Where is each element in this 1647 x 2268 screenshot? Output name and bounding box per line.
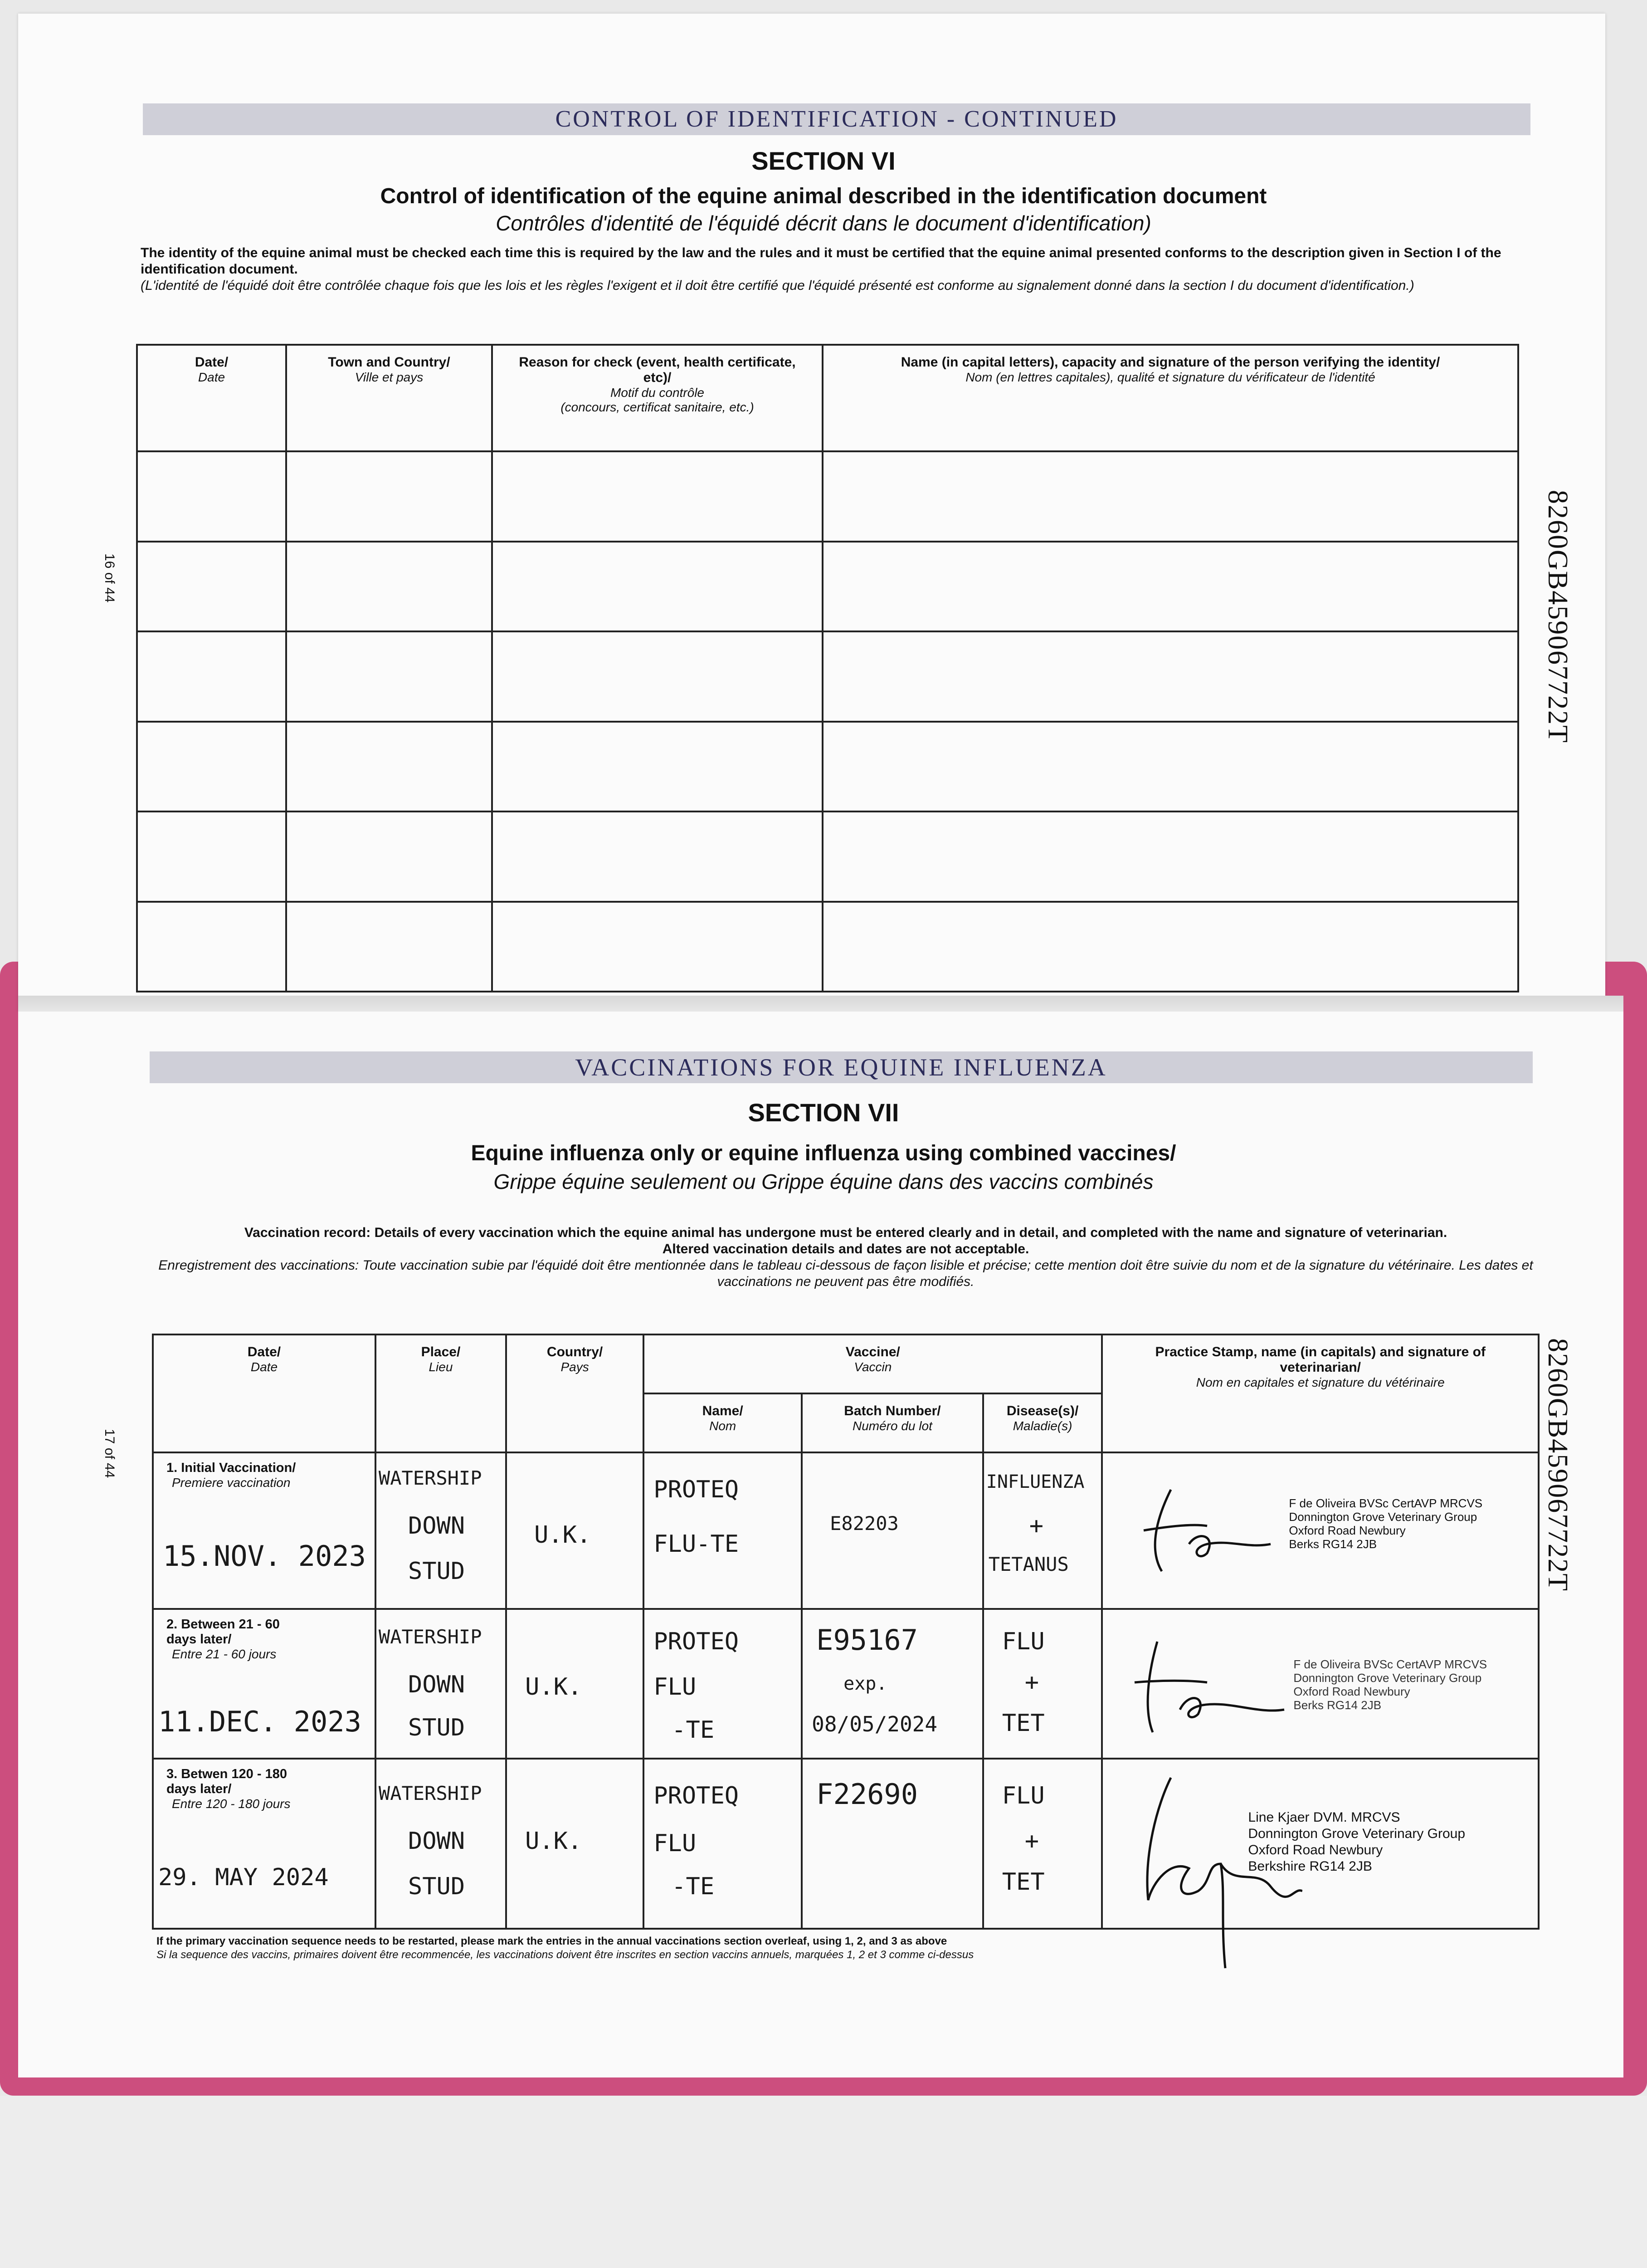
identification-row [137, 902, 1518, 992]
record-fr: Enregistrement des vaccinations: Toute vaccination subie par l'équidé doit être mentionnée dans le tableau ci-dessous de façon lisible et précise; cette mention doit être suivie du nom et de la signature du vétérinaire. Les dates et vaccinations ne peuvent pas être modifiés. [158, 1258, 1533, 1289]
identification-row [137, 451, 1518, 542]
row1-vaccine-line2: FLU-TE [653, 1530, 739, 1558]
row2-stamp-cell [1102, 1609, 1539, 1759]
row3-stamp-line1: Line Kjaer DVM. MRCVS [1248, 1810, 1400, 1825]
row1-place-line1: WATERSHIP [378, 1467, 482, 1489]
row2-place-line3: STUD [408, 1714, 465, 1741]
row2-country-cell [506, 1609, 643, 1759]
row1-stamp-line4: Berks RG14 2JB [1289, 1537, 1377, 1551]
row3-label-fr: Entre 120 - 180 jours [172, 1797, 291, 1811]
row3-vaccine-cell [643, 1759, 802, 1929]
row2-disease-line2: + [1024, 1669, 1039, 1696]
row2-batch-cell [802, 1609, 983, 1759]
row2-place-line2: DOWN [408, 1671, 465, 1698]
record-en-2: Altered vaccination details and dates are not acceptable. [662, 1242, 1029, 1256]
row3-place-cell [375, 1759, 506, 1929]
row2-signature [1126, 1637, 1289, 1737]
scanner-bed [0, 2096, 1647, 2268]
page-number-17: 17 of 44 [102, 1429, 117, 1478]
document-number-top: 8260GB459067722T [1542, 490, 1573, 743]
vaccination-row-1 [153, 1452, 1539, 1609]
intro-en: The identity of the equine animal must be checked each time this is required by the law and the rules and it must be certified that the equine animal presented conforms to the description given in Section I of the identification document. [141, 245, 1501, 277]
row2-stamp-line1: F de Oliveira BVSc CertAVP MRCVS [1293, 1657, 1487, 1671]
col-name-header [823, 345, 1518, 451]
row3-disease-line3: TET [1002, 1868, 1045, 1896]
header-batch-fr: Numéro du lot [852, 1419, 932, 1433]
header-name-fr: Nom [709, 1419, 736, 1433]
row2-date: 11.DEC. 2023 [158, 1705, 361, 1738]
row3-stamp-line4: Berkshire RG14 2JB [1248, 1859, 1372, 1874]
row2-batch-exp-date: 08/05/2024 [812, 1712, 938, 1736]
row3-stamp-cell [1102, 1759, 1539, 1929]
header-date-en: Date/ [247, 1344, 281, 1359]
row3-disease-line1: FLU [1002, 1782, 1045, 1809]
row2-vaccine-line2: FLU [653, 1673, 697, 1701]
header-reason-fr2: (concours, certificat sanitaire, etc.) [560, 400, 754, 414]
identification-header-row [137, 345, 1518, 451]
header-date-fr: Date [250, 1360, 278, 1374]
row1-batch-cell [802, 1452, 983, 1609]
header-vaccine-fr: Vaccin [854, 1360, 892, 1374]
row2-vaccine-line1: PROTEQ [653, 1628, 739, 1655]
row3-date-cell [153, 1759, 375, 1929]
row1-vaccine-line1: PROTEQ [653, 1476, 739, 1503]
row3-vaccine-line1: PROTEQ [653, 1782, 739, 1809]
row2-stamp-line3: Oxford Road Newbury [1293, 1685, 1410, 1698]
header-disease-en: Disease(s)/ [1006, 1403, 1079, 1418]
vaccination-row-3 [153, 1759, 1539, 1929]
row2-batch: E95167 [816, 1623, 918, 1657]
vaccination-row-2 [153, 1609, 1539, 1759]
row1-practice-stamp [1289, 1496, 1482, 1551]
row1-stamp-line1: F de Oliveira BVSc CertAVP MRCVS [1289, 1496, 1483, 1510]
row3-batch: F22690 [816, 1778, 918, 1811]
header-name-en: Name/ [702, 1403, 743, 1418]
row1-label-en: 1. Initial Vaccination/ [166, 1461, 296, 1475]
restart-footnote [156, 1935, 1517, 1962]
identification-row [137, 542, 1518, 632]
influenza-title-en: Equine influenza only or equine influenza using combined vaccines/ [471, 1141, 1176, 1165]
vaccination-table [152, 1334, 1540, 1930]
row1-disease-cell [983, 1452, 1102, 1609]
row2-vaccine-line3: -TE [672, 1716, 715, 1744]
footnote-fr: Si la sequence des vaccins, primaires doivent être recommencée, les vaccinations doivent être inscrites en section vaccins annuels, marquées 1, 2 et 3 comme ci-dessus [156, 1949, 974, 1961]
row3-disease-line2: + [1024, 1828, 1039, 1855]
identification-title-en: Control of identification of the equine animal described in the identification document [380, 184, 1267, 208]
row3-vaccine-line2: FLU [653, 1830, 697, 1857]
row3-place-line3: STUD [408, 1873, 465, 1900]
header-country-en: Country/ [546, 1344, 603, 1359]
section-band-vaccinations: VACCINATIONS FOR EQUINE INFLUENZA [150, 1051, 1533, 1083]
header-date-fr: Date [198, 370, 225, 384]
row3-disease-cell [983, 1759, 1102, 1929]
col-town-header [286, 345, 492, 451]
row1-label-fr: Premiere vaccination [172, 1476, 291, 1490]
row1-place-cell [375, 1452, 506, 1609]
header-town-fr: Ville et pays [355, 370, 424, 384]
row1-date-cell [153, 1452, 375, 1609]
row2-disease-line3: TET [1002, 1710, 1045, 1737]
identification-intro [141, 245, 1510, 294]
row2-stamp-line4: Berks RG14 2JB [1293, 1698, 1382, 1712]
row2-label-en: 2. Between 21 - 60 days later/ [166, 1617, 280, 1647]
row1-disease-line3: TETANUS [988, 1553, 1069, 1575]
row1-country-cell [506, 1452, 643, 1609]
header-vaccine-en: Vaccine/ [845, 1344, 900, 1359]
row2-stamp-line2: Donnington Grove Veterinary Group [1293, 1671, 1482, 1685]
row1-date: 15.NOV. 2023 [163, 1540, 366, 1573]
section-band-identification: CONTROL OF IDENTIFICATION - CONTINUED [143, 103, 1530, 135]
row1-batch: E82203 [830, 1512, 899, 1535]
row1-vaccine-cell [643, 1452, 802, 1609]
identification-row [137, 722, 1518, 812]
header-town-en: Town and Country/ [328, 355, 450, 370]
header-date-en: Date/ [195, 355, 229, 370]
row2-country: U.K. [525, 1673, 582, 1701]
identification-row [137, 631, 1518, 722]
col-batch-header [802, 1393, 983, 1452]
row3-stamp-line3: Oxford Road Newbury [1248, 1843, 1383, 1857]
header-name-en: Name (in capital letters), capacity and signature of the person verifying the identity/ [901, 355, 1440, 370]
vaccination-header-row-1 [153, 1334, 1539, 1393]
row1-stamp-line2: Donnington Grove Veterinary Group [1289, 1510, 1477, 1524]
row1-place-line2: DOWN [408, 1512, 465, 1540]
header-place-fr: Lieu [429, 1360, 453, 1374]
col-date-header [137, 345, 286, 451]
row2-place-cell [375, 1609, 506, 1759]
row2-disease-line1: FLU [1002, 1628, 1045, 1655]
header-batch-en: Batch Number/ [844, 1403, 941, 1418]
row2-practice-stamp [1293, 1657, 1487, 1712]
row1-disease-line2: + [1029, 1512, 1044, 1540]
row3-batch-cell [802, 1759, 983, 1929]
row3-country: U.K. [525, 1828, 582, 1855]
row3-country-cell [506, 1759, 643, 1929]
header-reason-fr: Motif du contrôle [610, 386, 704, 400]
row2-date-cell [153, 1609, 375, 1759]
row1-country: U.K. [534, 1521, 591, 1549]
identification-row [137, 811, 1518, 902]
row3-stamp-line2: Donnington Grove Veterinary Group [1248, 1826, 1466, 1841]
row1-disease-line1: INFLUENZA [986, 1471, 1085, 1492]
row2-batch-exp-label: exp. [843, 1673, 887, 1694]
row1-stamp-line3: Oxford Road Newbury [1289, 1524, 1406, 1537]
row3-practice-stamp [1248, 1809, 1465, 1875]
row3-place-line1: WATERSHIP [378, 1782, 482, 1804]
col-stamp-header [1102, 1334, 1539, 1452]
col-vaccine-name-header [643, 1393, 802, 1452]
row3-date: 29. MAY 2024 [158, 1864, 329, 1891]
header-disease-fr: Maladie(s) [1013, 1419, 1072, 1433]
row1-signature [1130, 1481, 1275, 1580]
influenza-title-fr: Grippe équine seulement ou Grippe équine dans des vaccins combinés [493, 1170, 1154, 1193]
col-disease-header [983, 1393, 1102, 1452]
header-stamp-fr: Nom en capitales et signature du vétérinaire [1196, 1375, 1445, 1389]
col-vaccine-header [643, 1334, 1102, 1393]
record-en-1: Vaccination record: Details of every vaccination which the equine animal has undergone must be entered clearly and in detail, and completed with the name and signature of veterinarian. [244, 1225, 1447, 1240]
header-reason-en: Reason for check (event, health certificate, etc)/ [519, 355, 796, 385]
header-name-fr: Nom (en lettres capitales), qualité et signature du vérificateur de l'identité [965, 370, 1375, 384]
section-vi-title: SECTION VI [751, 147, 896, 175]
header-stamp-en: Practice Stamp, name (in capitals) and signature of veterinarian/ [1155, 1344, 1486, 1375]
header-country-fr: Pays [560, 1360, 589, 1374]
page-number-16: 16 of 44 [102, 553, 117, 603]
intro-fr: (L'identité de l'équidé doit être contrôlée chaque fois que les lois et les règles l'exigent et il doit être certifié que l'équidé présenté est conforme au signalement donné dans la section I du document d'identification.) [141, 278, 1414, 293]
row3-place-line2: DOWN [408, 1828, 465, 1855]
col-place-header [375, 1334, 506, 1452]
section-vii-title: SECTION VII [748, 1098, 899, 1127]
row3-vaccine-line3: -TE [672, 1873, 715, 1900]
row2-vaccine-cell [643, 1609, 802, 1759]
col-country-header [506, 1334, 643, 1452]
row1-stamp-cell [1102, 1452, 1539, 1609]
identification-title-fr: Contrôles d'identité de l'équidé décrit dans le document d'identification) [496, 211, 1151, 235]
row1-place-line3: STUD [408, 1558, 465, 1585]
header-place-en: Place/ [421, 1344, 461, 1359]
row2-place-line1: WATERSHIP [378, 1626, 482, 1648]
row2-label-fr: Entre 21 - 60 jours [172, 1647, 277, 1661]
vaccination-record-note [154, 1225, 1537, 1290]
col-reason-header [492, 345, 823, 451]
document-number-bottom: 8260GB459067722T [1542, 1338, 1573, 1592]
row2-disease-cell [983, 1609, 1102, 1759]
row3-label-en: 3. Betwen 120 - 180 days later/ [166, 1767, 287, 1796]
footnote-en: If the primary vaccination sequence needs to be restarted, please mark the entries in the annual vaccinations section overleaf, using 1, 2, and 3 as above [156, 1935, 947, 1947]
col-date-header [153, 1334, 375, 1452]
identification-table [136, 344, 1519, 992]
